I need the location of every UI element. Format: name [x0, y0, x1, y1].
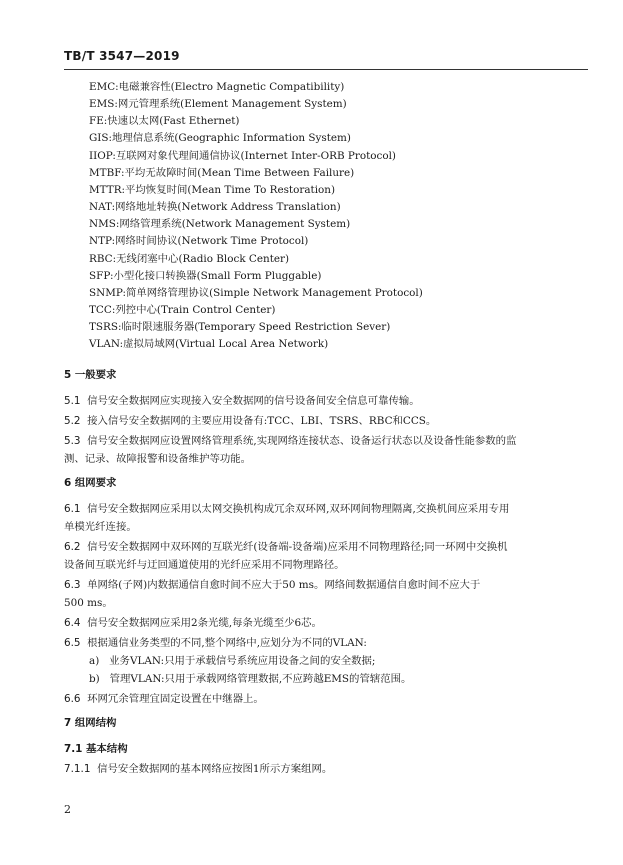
abbreviation-item: NTP:网络时间协议(Network Time Protocol) — [89, 235, 309, 248]
clause-6-3-cont: 500 ms。 — [64, 597, 113, 609]
clause-6-1-cont: 单模光纤连接。 — [64, 521, 137, 533]
clause-number: 5.1 — [64, 395, 81, 407]
clause-5-3 — [64, 432, 516, 447]
abbreviation-item: TCC:列控中心(Train Control Center) — [89, 304, 276, 317]
clause-number: 6.6 — [64, 693, 81, 705]
abbreviation-item: NAT:网络地址转换(Network Address Translation) — [89, 201, 341, 214]
list-text: 管理VLAN:只用于承载网络管理数据,不应跨越EMS的管辖范围。 — [109, 673, 412, 685]
clause-6-1 — [64, 500, 509, 515]
clause-5-1 — [64, 392, 420, 407]
document-code: TB/T 3547—2019 — [64, 49, 180, 63]
abbreviation-item: FE:快速以太网(Fast Ethernet) — [89, 115, 240, 128]
abbreviation-item: MTTR:平均恢复时间(Mean Time To Restoration) — [89, 183, 336, 196]
list-text: 业务VLAN:只用于承载信号系统应用设备之间的安全数据; — [109, 655, 376, 667]
clause-7-1-1 — [64, 760, 332, 775]
abbreviation-list — [89, 79, 423, 354]
clause-text: 根据通信业务类型的不同,整个网络中,应划分为不同的VLAN: — [87, 637, 367, 649]
abbreviation-item: MTBF:平均无故障时间(Mean Time Between Failure) — [89, 166, 355, 179]
list-marker: a) — [89, 655, 100, 667]
abbreviation-item: TSRS:临时限速服务器(Temporary Speed Restriction Sever) — [89, 321, 391, 334]
clause-6-6 — [64, 690, 264, 705]
header-rule — [64, 69, 588, 70]
clause-text: 环网冗余管理宜固定设置在中继器上。 — [87, 693, 264, 705]
clause-number: 6.5 — [64, 637, 81, 649]
clause-5-3-cont: 测、记录、故障报警和设备维护等功能。 — [64, 453, 252, 465]
section-5-heading: 5 一般要求 — [64, 369, 117, 381]
clause-6-2 — [64, 538, 508, 553]
section-7-heading: 7 组网结构 — [64, 717, 117, 729]
list-marker: b) — [89, 673, 100, 685]
clause-text: 信号安全数据网中双环网的互联光纤(设备端-设备端)应采用不同物理路径;同一环网中交换机 — [87, 541, 508, 553]
abbreviation-item: EMC:电磁兼容性(Electro Magnetic Compatibility) — [89, 81, 345, 93]
clause-text: 信号安全数据网应采用2条光缆,每条光缆至少6芯。 — [87, 617, 322, 629]
page-number: 2 — [64, 803, 71, 816]
section-6-heading: 6 组网要求 — [64, 477, 117, 489]
clause-text: 信号安全数据网的基本网络应按图1所示方案组网。 — [97, 763, 333, 775]
clause-6-3 — [64, 576, 480, 591]
clause-number: 5.3 — [64, 435, 81, 447]
abbreviation-item: NMS:网络管理系统(Network Management System) — [89, 218, 351, 231]
clause-6-4 — [64, 614, 322, 629]
clause-text: 信号安全数据网应设置网络管理系统,实现网络连接状态、设备运行状态以及设备性能参数的监 — [87, 435, 517, 447]
clause-text: 信号安全数据网应采用以太网交换机构成冗余双环网,双环网间物理隔离,交换机间应采用专用 — [87, 503, 510, 515]
subsection-7-1-heading: 7.1 基本结构 — [64, 743, 128, 755]
clause-text: 接入信号安全数据网的主要应用设备有:TCC、LBI、TSRS、RBC和CCS。 — [87, 415, 437, 427]
list-item-a — [89, 652, 375, 667]
abbreviation-item: SFP:小型化接口转换器(Small Form Pluggable) — [89, 269, 322, 282]
clause-number: 6.3 — [64, 579, 81, 591]
abbreviation-item: GIS:地理信息系统(Geographic Information System) — [89, 132, 351, 145]
clause-number: 6.1 — [64, 503, 81, 515]
clause-number: 7.1.1 — [64, 763, 91, 775]
clause-6-5 — [64, 634, 367, 649]
clause-number: 6.2 — [64, 541, 81, 553]
abbreviation-item: EMS:网元管理系统(Element Management System) — [89, 98, 347, 111]
clause-text: 单网络(子网)内数据通信自愈时间不应大于50 ms。网络间数据通信自愈时间不应大于 — [87, 579, 481, 591]
abbreviation-item: SNMP:简单网络管理协议(Simple Network Management Protocol) — [89, 286, 423, 299]
clause-5-2 — [64, 412, 436, 427]
abbreviation-item: RBC:无线闭塞中心(Radio Block Center) — [89, 252, 290, 265]
abbreviation-item: IIOP:互联网对象代理间通信协议(Internet Inter-ORB Protocol) — [89, 149, 396, 162]
abbreviation-item: VLAN:虚拟局域网(Virtual Local Area Network) — [89, 338, 329, 351]
clause-number: 6.4 — [64, 617, 81, 629]
list-item-b — [89, 670, 411, 685]
clause-text: 信号安全数据网应实现接入安全数据网的信号设备间安全信息可靠传输。 — [87, 395, 420, 407]
clause-6-2-cont: 设备间互联光纤与迂回通道使用的光纤应采用不同物理路径。 — [64, 559, 345, 571]
clause-number: 5.2 — [64, 415, 81, 427]
